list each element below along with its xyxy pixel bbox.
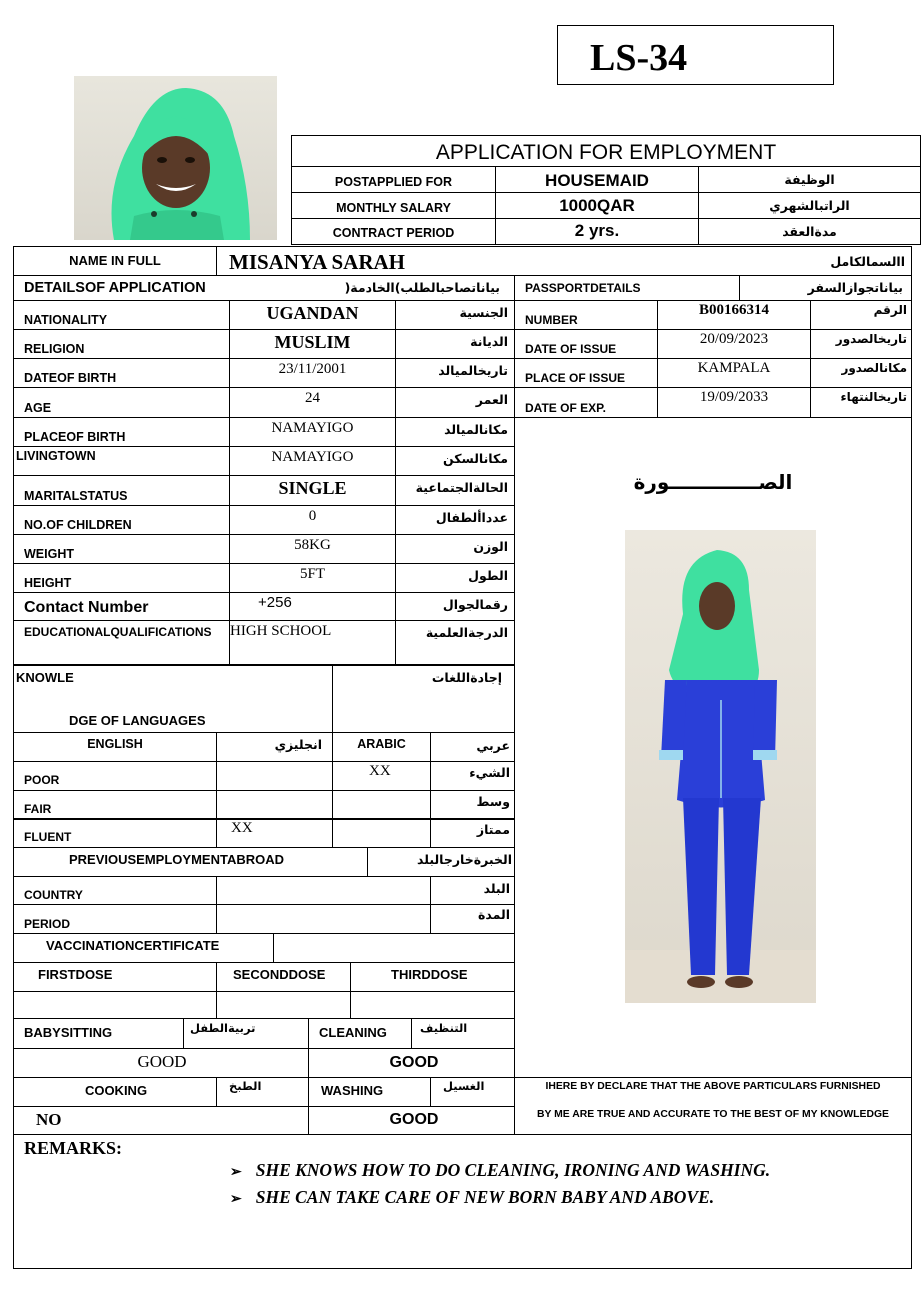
photo-area bbox=[514, 417, 912, 1078]
english-arabic: انجليزي bbox=[274, 737, 322, 752]
form-title-cell bbox=[291, 135, 921, 167]
cleaning-arabic: التنظيف bbox=[420, 1021, 468, 1035]
personal-arabic-cell bbox=[395, 329, 515, 359]
declaration-line1: IHERE BY DECLARE THAT THE ABOVE PARTICULARS FURNISHED bbox=[545, 1081, 881, 1092]
ref-code: LS-34 bbox=[590, 37, 688, 79]
personal-value: 58KG bbox=[294, 537, 331, 553]
first-dose-label: FIRSTDOSE bbox=[38, 967, 113, 982]
post-label-cell bbox=[291, 166, 496, 193]
cleaning-value-cell bbox=[308, 1048, 515, 1078]
passport-arabic: مكانالصدور bbox=[841, 361, 907, 375]
personal-value: 23/11/2001 bbox=[278, 361, 347, 377]
personal-label: WEIGHT bbox=[24, 547, 74, 561]
babysitting-arabic-cell bbox=[183, 1018, 309, 1049]
personal-arabic: الطول bbox=[468, 568, 508, 583]
personal-arabic-cell bbox=[395, 592, 515, 621]
arabic-lang-cell bbox=[332, 732, 431, 762]
personal-arabic: الحالةالجتماعية bbox=[415, 480, 508, 495]
post-arabic-cell bbox=[698, 166, 921, 193]
washing-value: GOOD bbox=[389, 1111, 439, 1128]
contract-value: 2 yrs. bbox=[574, 221, 620, 240]
personal-value-cell bbox=[229, 446, 396, 476]
personal-value: 0 bbox=[308, 508, 317, 524]
employment-label-cell bbox=[13, 847, 368, 877]
language-level-cell bbox=[216, 790, 333, 820]
employment-arabic-cell bbox=[367, 847, 515, 877]
period-label-cell bbox=[13, 904, 217, 934]
passport-label-cell bbox=[514, 358, 658, 388]
personal-label: PLACEOF BIRTH bbox=[24, 430, 126, 444]
personal-arabic-cell bbox=[395, 620, 515, 665]
personal-label-cell bbox=[13, 387, 230, 418]
period-label: PERIOD bbox=[24, 917, 71, 931]
headshot-illustration bbox=[74, 76, 277, 240]
contract-value-cell bbox=[495, 218, 699, 245]
washing-arabic: الغسيل bbox=[443, 1079, 485, 1093]
language-level-cell bbox=[332, 761, 431, 791]
passport-arabic: الرقم bbox=[873, 303, 907, 317]
languages-arabic-cell bbox=[332, 665, 515, 733]
arabic-lang-arabic: عربي bbox=[476, 738, 510, 753]
personal-value: NAMAYIGO bbox=[271, 420, 354, 436]
personal-arabic: مكانالميالد bbox=[444, 422, 508, 437]
personal-label-cell bbox=[13, 563, 230, 593]
contract-label: CONTRACT PERIOD bbox=[332, 226, 455, 240]
passport-arabic-cell bbox=[810, 300, 912, 330]
country-arabic-cell bbox=[430, 876, 515, 905]
cooking-arabic: الطبخ bbox=[229, 1079, 262, 1093]
passport-value-cell bbox=[657, 300, 811, 330]
personal-label-cell bbox=[13, 620, 230, 665]
personal-arabic-cell bbox=[395, 534, 515, 564]
passport-value: 20/09/2023 bbox=[699, 331, 769, 347]
level-label: FLUENT bbox=[24, 830, 72, 844]
personal-label: LIVINGTOWN bbox=[16, 449, 96, 463]
personal-value: HIGH SCHOOL bbox=[230, 623, 332, 639]
personal-arabic-cell bbox=[395, 475, 515, 506]
personal-label-cell bbox=[13, 475, 230, 506]
language-level-cell bbox=[332, 790, 431, 820]
personal-value-cell bbox=[229, 534, 396, 564]
personal-label: RELIGION bbox=[24, 342, 85, 356]
country-arabic: البلد bbox=[483, 881, 510, 896]
name-value: MISANYA SARAH bbox=[229, 250, 406, 274]
arrow-bullet-icon: ➢ bbox=[230, 1165, 242, 1180]
level-label: POOR bbox=[24, 773, 60, 787]
personal-label: NO.OF CHILDREN bbox=[24, 518, 132, 532]
personal-label-cell bbox=[13, 505, 230, 535]
level-arabic: وسط bbox=[476, 794, 510, 809]
passport-heading-arabic-cell bbox=[739, 275, 912, 301]
personal-label-cell bbox=[13, 358, 230, 388]
first-dose-cell bbox=[13, 962, 217, 992]
language-level-cell bbox=[13, 761, 217, 791]
personal-value: MUSLIM bbox=[274, 332, 351, 352]
passport-label: DATE OF ISSUE bbox=[525, 342, 617, 356]
salary-arabic: الراتبالشهري bbox=[769, 198, 850, 213]
passport-value-cell bbox=[657, 329, 811, 359]
level-label: FAIR bbox=[24, 802, 52, 816]
personal-label: Contact Number bbox=[24, 599, 149, 616]
post-arabic: الوظيفة bbox=[784, 172, 835, 187]
country-label-cell bbox=[13, 876, 217, 905]
country-value-cell bbox=[216, 876, 431, 905]
language-level-cell bbox=[216, 761, 333, 791]
personal-arabic: رقمالجوال bbox=[442, 597, 508, 612]
cooking-value: NO bbox=[36, 1110, 62, 1129]
employment-arabic: الخبرةخارجالبلد bbox=[417, 852, 512, 867]
period-value-cell bbox=[216, 904, 431, 934]
passport-value-cell bbox=[657, 387, 811, 418]
personal-value: NAMAYIGO bbox=[271, 449, 354, 465]
level-arabic-value: XX bbox=[369, 763, 391, 779]
washing-arabic-cell bbox=[430, 1077, 515, 1107]
personal-label: HEIGHT bbox=[24, 576, 72, 590]
personal-label-cell bbox=[13, 329, 230, 359]
personal-arabic: تاريخالميالد bbox=[438, 363, 508, 378]
personal-arabic-cell bbox=[395, 563, 515, 593]
personal-value-cell bbox=[229, 387, 396, 418]
personal-value-cell bbox=[229, 417, 396, 447]
remarks-label: REMARKS: bbox=[24, 1138, 122, 1158]
passport-arabic-cell bbox=[810, 358, 912, 388]
passport-value: KAMPALA bbox=[697, 360, 771, 376]
languages-arabic: إجادةاللغات bbox=[431, 670, 502, 685]
first-dose-value bbox=[13, 991, 217, 1019]
personal-arabic-cell bbox=[395, 358, 515, 388]
contract-arabic: مدةالعقد bbox=[782, 224, 837, 239]
details-heading-cell bbox=[13, 275, 515, 301]
personal-arabic-cell bbox=[395, 387, 515, 418]
cooking-label: COOKING bbox=[84, 1083, 148, 1098]
washing-cell bbox=[308, 1077, 431, 1107]
passport-arabic: تاريخالصدور bbox=[835, 332, 907, 346]
personal-value-cell bbox=[229, 620, 396, 665]
personal-arabic: الجنسية bbox=[459, 305, 508, 320]
contract-arabic-cell bbox=[698, 218, 921, 245]
personal-value: 5FT bbox=[299, 566, 325, 582]
language-level-cell bbox=[216, 818, 333, 848]
personal-label: NATIONALITY bbox=[24, 313, 108, 327]
country-label: COUNTRY bbox=[24, 888, 83, 902]
salary-arabic-cell bbox=[698, 192, 921, 219]
personal-arabic: مكانالسكن bbox=[442, 451, 508, 466]
personal-label: EDUCATIONALQUALIFICATIONS bbox=[24, 625, 212, 639]
personal-value-cell bbox=[229, 563, 396, 593]
language-level-cell bbox=[430, 790, 515, 820]
washing-label: WASHING bbox=[321, 1083, 384, 1098]
personal-arabic: الديانة bbox=[470, 334, 508, 349]
personal-label-cell bbox=[13, 417, 230, 447]
passport-label-cell bbox=[514, 387, 658, 418]
declaration-line2: BY ME ARE TRUE AND ACCURATE TO THE BEST OF MY KNOWLEDGE bbox=[537, 1109, 889, 1120]
remarks-item-text-2: SHE CAN TAKE CARE OF NEW BORN BABY AND ABOVE. bbox=[255, 1187, 715, 1207]
photo-caption: الصـــــــــــــورة bbox=[633, 470, 793, 494]
passport-arabic-cell bbox=[810, 387, 912, 418]
remarks-item-text-1: SHE KNOWS HOW TO DO CLEANING, IRONING AND WASHING. bbox=[255, 1160, 771, 1180]
personal-value: UGANDAN bbox=[266, 303, 359, 323]
full-body-photo bbox=[625, 530, 816, 1003]
babysitting-arabic: تربيةالطفل bbox=[190, 1021, 256, 1035]
cooking-value-cell bbox=[13, 1106, 309, 1135]
full-body-illustration bbox=[625, 530, 816, 1003]
washing-value-cell bbox=[308, 1106, 515, 1135]
declaration-cell bbox=[514, 1077, 912, 1135]
babysitting-label: BABYSITTING bbox=[24, 1025, 113, 1040]
remarks-item-2 bbox=[230, 1187, 714, 1208]
personal-arabic: عدداألطفال bbox=[435, 510, 508, 525]
third-dose-cell bbox=[350, 962, 515, 992]
passport-value: B00166314 bbox=[698, 302, 769, 318]
passport-label: DATE OF EXP. bbox=[525, 401, 606, 415]
babysitting-cell bbox=[13, 1018, 184, 1049]
personal-arabic-cell bbox=[395, 417, 515, 447]
personal-value: 24 bbox=[305, 390, 320, 406]
name-arabic: االسمالكامل bbox=[830, 254, 905, 269]
english-label: ENGLISH bbox=[87, 737, 143, 751]
babysitting-value: GOOD bbox=[137, 1052, 187, 1071]
cleaning-value: GOOD bbox=[389, 1054, 439, 1071]
name-label: NAME IN FULL bbox=[69, 253, 161, 268]
vaccination-value-cell bbox=[273, 933, 515, 963]
personal-label-cell bbox=[13, 534, 230, 564]
name-value-cell bbox=[216, 246, 912, 276]
personal-value-cell bbox=[229, 329, 396, 359]
personal-arabic: الدرجةالعلمية bbox=[425, 625, 508, 640]
passport-arabic-cell bbox=[810, 329, 912, 359]
language-level-cell bbox=[332, 818, 431, 848]
third-dose-label: THIRDDOSE bbox=[391, 967, 468, 982]
personal-label: AGE bbox=[24, 401, 52, 415]
period-arabic: المدة bbox=[478, 907, 510, 922]
language-level-cell bbox=[430, 818, 515, 848]
post-label: POSTAPPLIED FOR bbox=[334, 175, 453, 189]
personal-arabic-cell bbox=[395, 505, 515, 535]
personal-label: DATEOF BIRTH bbox=[24, 371, 117, 385]
passport-value: 19/09/2033 bbox=[699, 389, 769, 405]
second-dose-label: SECONDDOSE bbox=[233, 967, 326, 982]
personal-value-cell bbox=[229, 592, 396, 621]
passport-label-cell bbox=[514, 300, 658, 330]
personal-label: MARITALSTATUS bbox=[24, 489, 128, 503]
personal-value: +256 bbox=[258, 594, 292, 611]
level-arabic: ممتاز bbox=[476, 822, 510, 837]
remarks-box bbox=[13, 1134, 912, 1269]
post-value: HOUSEMAID bbox=[545, 171, 649, 190]
third-dose-value bbox=[350, 991, 515, 1019]
babysitting-value-cell bbox=[13, 1048, 309, 1078]
languages-label-line2: DGE OF LANGUAGES bbox=[69, 713, 206, 728]
salary-value-cell bbox=[495, 192, 699, 219]
details-heading-arabic: بياناتصاحبالطلب)الخادمة( bbox=[344, 280, 500, 295]
passport-value-cell bbox=[657, 358, 811, 388]
cooking-arabic-cell bbox=[216, 1077, 309, 1107]
personal-arabic-cell bbox=[395, 446, 515, 476]
second-dose-cell bbox=[216, 962, 351, 992]
arabic-lang-arabic-cell bbox=[430, 732, 515, 762]
personal-arabic-cell bbox=[395, 300, 515, 330]
personal-label-cell bbox=[13, 592, 230, 621]
period-arabic-cell bbox=[430, 904, 515, 934]
language-level-cell bbox=[13, 790, 217, 820]
personal-value-cell bbox=[229, 358, 396, 388]
personal-value-cell bbox=[229, 300, 396, 330]
employment-label: PREVIOUSEMPLOYMENTABROAD bbox=[69, 852, 284, 867]
personal-arabic: العمر bbox=[475, 392, 508, 407]
passport-heading-arabic: بياناتجوازالسفر bbox=[807, 280, 903, 295]
passport-label: PLACE OF ISSUE bbox=[525, 371, 626, 385]
form-title: APPLICATION FOR EMPLOYMENT bbox=[435, 141, 777, 164]
contract-label-cell bbox=[291, 218, 496, 245]
personal-label-cell bbox=[13, 300, 230, 330]
arrow-bullet-icon: ➢ bbox=[230, 1192, 242, 1207]
name-label-cell bbox=[13, 246, 217, 276]
personal-value: SINGLE bbox=[278, 478, 347, 498]
passport-label-cell bbox=[514, 329, 658, 359]
passport-label: NUMBER bbox=[525, 313, 578, 327]
salary-label: MONTHLY SALARY bbox=[336, 201, 451, 215]
headshot-photo bbox=[74, 76, 277, 240]
salary-label-cell bbox=[291, 192, 496, 219]
passport-heading-cell bbox=[514, 275, 740, 301]
languages-label-cell bbox=[13, 665, 333, 733]
remarks-item-1 bbox=[230, 1160, 770, 1181]
ref-code-box bbox=[557, 25, 834, 85]
cleaning-label: CLEANING bbox=[319, 1025, 387, 1040]
vaccination-label: VACCINATIONCERTIFICATE bbox=[46, 938, 220, 953]
vaccination-label-cell bbox=[13, 933, 274, 963]
personal-value-cell bbox=[229, 475, 396, 506]
passport-arabic: تاريخالنتهاء bbox=[840, 390, 907, 404]
second-dose-value bbox=[216, 991, 351, 1019]
cleaning-cell bbox=[308, 1018, 412, 1049]
language-level-cell bbox=[430, 761, 515, 791]
cooking-cell bbox=[13, 1077, 217, 1107]
personal-label-cell bbox=[13, 446, 230, 476]
language-level-cell bbox=[13, 818, 217, 848]
cleaning-arabic-cell bbox=[411, 1018, 515, 1049]
post-value-cell bbox=[495, 166, 699, 193]
english-arabic-cell bbox=[216, 732, 333, 762]
details-heading: DETAILSOF APPLICATION bbox=[24, 280, 206, 296]
languages-label-line1: KNOWLE bbox=[16, 670, 74, 685]
personal-arabic: الوزن bbox=[473, 539, 508, 554]
level-arabic: الشيء bbox=[469, 765, 510, 780]
personal-value-cell bbox=[229, 505, 396, 535]
english-cell bbox=[13, 732, 217, 762]
salary-value: 1000QAR bbox=[559, 196, 635, 215]
level-english-value: XX bbox=[231, 820, 253, 836]
passport-heading: PASSPORTDETAILS bbox=[525, 281, 641, 295]
arabic-lang-label: ARABIC bbox=[357, 737, 406, 751]
